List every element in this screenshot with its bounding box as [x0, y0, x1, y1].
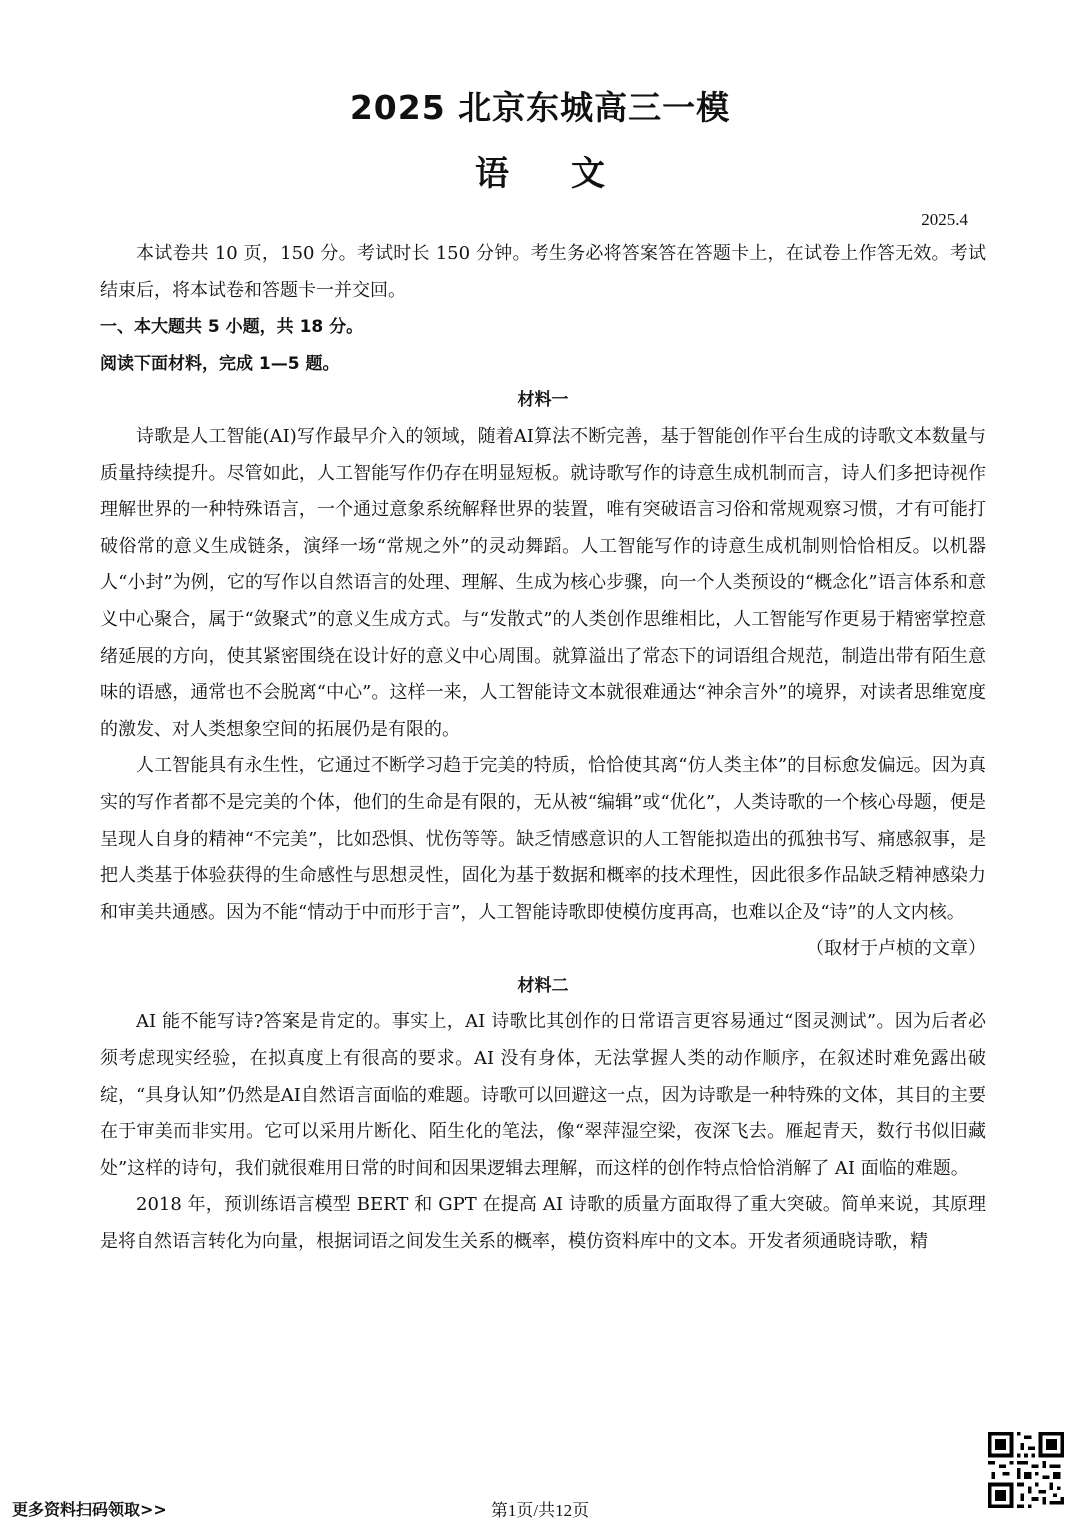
- more-resources-link[interactable]: 更多资料扫码领取>>: [12, 1500, 167, 1519]
- page-number: 第1页/共12页: [490, 1501, 590, 1520]
- qr-code-icon[interactable]: [988, 1432, 1064, 1508]
- exam-title: 2025 北京东城高三一模: [349, 88, 731, 127]
- subject-title: 语文: [475, 154, 667, 194]
- exam-date: 2025.4: [921, 210, 968, 229]
- material-1-title: 材料一: [517, 390, 569, 411]
- instructions-paragraph: 本试卷共 10 页，150 分。考试时长 150 分钟。考生务必将答案答在答题卡上，在试卷上作答无效。考试结束后，将本试卷和答题卡一并交回。: [100, 243, 986, 301]
- material-1-source: （取材于卢桢的文章）: [806, 938, 986, 960]
- reading-directive: 阅读下面材料，完成 1—5 题。: [100, 353, 340, 374]
- exam-body: [100, 236, 986, 1261]
- material-1-paragraph: 诗歌是人工智能(AI)写作最早介入的领域，随着AI算法不断完善，基于智能创作平台生成的诗歌文本数量与质量持续提升。尽管如此，人工智能写作仍存在明显短板。就诗歌写作的诗意生成机制而言，诗人们多把诗视作理解世界的一种特殊语言，一个通过意象系统解释世界的装置，唯有突破语言习俗和常规观察习惯，才有可能打破俗常的意义生成链条，演绎一场“常规之外”的灵动舞蹈。人工智能写作的诗意生成机制则恰恰相反。以机器人“小封”为例，它的写作以自然语言的处理、理解、生成为核心步骤，向一个人类预设的“概念化”语言体系和意义中心聚合，属于“敛聚式”的意义生成方式。与“发散式”的人类创作思维相比，人工智能写作更易于精密掌控意绪延展的方向，使其紧密围绕在设计好的意义中心周围。就算溢出了常态下的词语组合规范，制造出带有陌生意味的语感，通常也不会脱离“中心”。这样一来，人工智能诗文本就很难通达“神余言外”的境界，对读者思维宽度的激发、对人类想象空间的拓展仍是有限的。: [100, 425, 986, 740]
- material-2-paragraph: 2018 年，预训练语言模型 BERT 和 GPT 在提高 AI 诗歌的质量方面取得了重大突破。简单来说，其原理是将自然语言转化为向量，根据词语之间发生关系的概率，模仿资料库中的文本。开发者须通晓诗歌，精: [100, 1194, 986, 1253]
- material-1-paragraph: 人工智能具有永生性，它通过不断学习趋于完美的特质，恰恰使其离“仿人类主体”的目标愈发偏远。因为真实的写作者都不是完美的个体，他们的生命是有限的，无从被“编辑”或“优化”，人类诗歌的一个核心母题，便是呈现人自身的精神“不完美”，比如恐惧、忧伤等等。缺乏情感意识的人工智能拟造出的孤独书写、痛感叙事，是把人类基于体验获得的生命感性与思想灵性，固化为基于数据和概率的技术理性，因此很多作品缺乏精神感染力和审美共通感。因为不能“情动于中而形于言”，人工智能诗歌即使模仿度再高，也难以企及“诗”的人文内核。: [100, 755, 986, 923]
- section-heading: 一、本大题共 5 小题，共 18 分。: [100, 317, 364, 338]
- material-2-title: 材料二: [517, 975, 569, 996]
- material-2-paragraph: AI 能不能写诗?答案是肯定的。事实上，AI 诗歌比其创作的日常语言更容易通过“图灵测试”。因为后者必须考虑现实经验，在拟真度上有很高的要求。AI 没有身体，无法掌握人类的动作顺序，在叙述时难免露出破绽，“具身认知”仍然是AI自然语言面临的难题。诗歌可以回避这一点，因为诗歌是一种特殊的文体，其目的主要在于审美而非实用。它可以采用片断化、陌生化的笔法，像“翠萍湿空梁，夜深飞去。雁起青天，数行书似旧藏处”这样的诗句，我们就很难用日常的时间和因果逻辑去理解，而这样的创作特点恰恰消解了 AI 面临的难题。: [100, 1011, 986, 1179]
